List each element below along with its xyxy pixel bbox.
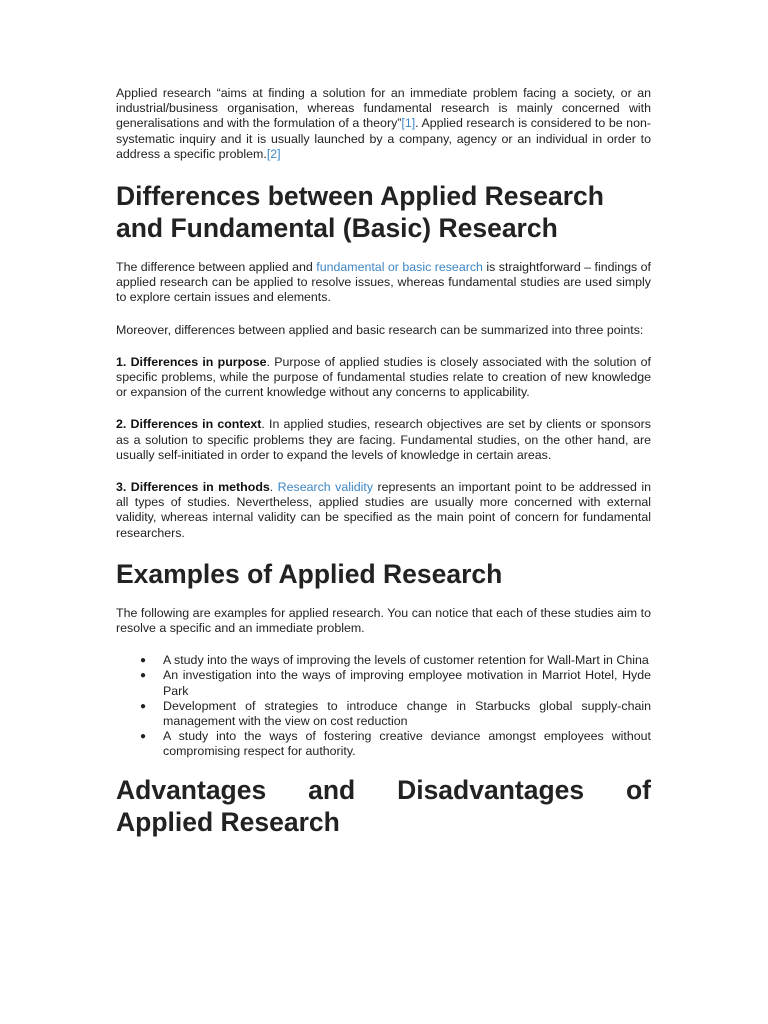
list-item: [116, 699, 651, 729]
differences-p1-before: The difference between applied and: [116, 260, 317, 275]
reference-link-1[interactable]: [1]: [401, 116, 416, 131]
list-item-text: Development of strategies to introduce change in Starbucks global supply-chain management with the view on cost reduction: [163, 698, 651, 729]
point-context-text: . In applied studies, research objectives are set by clients or sponsors as a solution to specific problems they are facing. Fundamental studies, on the other hand, are usually self-initiated in order to expand the levels of knowledge in certain areas.: [116, 417, 651, 462]
point-methods-text: represents an important point to be addressed in all types of studies. Nevertheless, applied studies are usually more concerned with external validity, whereas internal validity can be specified as the main point of concern for fundamental researchers.: [116, 480, 651, 540]
point-purpose-text: . Purpose of applied studies is closely associated with the solution of specific problems, while the purpose of fundamental studies relate to creation of new knowledge or expansion of the current knowledge without any concerns to applicability.: [116, 354, 652, 400]
list-item-text: A study into the ways of improving the levels of customer retention for Wall-Mart in China: [163, 653, 649, 668]
difference-point-purpose: [116, 355, 651, 401]
bullet-icon: ●: [140, 670, 147, 682]
document-page: [116, 86, 651, 838]
intro-text-2: . Applied research is considered to be non-systematic inquiry and it is usually launched by a company, agency or an individual in order to address a specific problem.: [116, 116, 651, 161]
reference-link-2[interactable]: [2]: [266, 146, 281, 161]
list-item-text: A study into the ways of fostering creative deviance amongst employees without compromising respect for authority.: [163, 729, 651, 759]
point-context-label: 2. Differences in context: [116, 417, 262, 432]
examples-heading: Examples of Applied Research: [116, 558, 503, 589]
list-item: [116, 668, 651, 698]
bullet-icon: ●: [140, 655, 147, 667]
examples-intro: The following are examples for applied research. You can notice that each of these studies aim to resolve a specific and an immediate problem.: [116, 605, 651, 636]
differences-p1-after: is straightforward – findings of applied research can be applied to resolve issues, whereas fundamental studies are used simply to explore certain issues and elements.: [116, 260, 651, 305]
difference-point-methods: [116, 480, 651, 541]
advantages-heading-line-2: Applied Research: [116, 806, 340, 837]
differences-paragraph-2: Moreover, differences between applied and basic research can be summarized into three points:: [116, 322, 644, 337]
advantages-heading: [116, 774, 651, 838]
point-methods-label: 3. Differences in methods: [116, 480, 270, 495]
list-item: [116, 653, 651, 668]
list-item-text: An investigation into the ways of improving employee motivation in Marriot Hotel, Hyde Park: [163, 668, 651, 698]
advantages-heading-word: Disadvantages: [397, 774, 585, 805]
advantages-heading-line-1: [116, 774, 651, 806]
advantages-heading-word: and: [308, 774, 356, 805]
point-purpose-label: 1. Differences in purpose: [116, 354, 267, 369]
list-item: [116, 729, 651, 759]
bullet-icon: ●: [140, 700, 147, 712]
advantages-heading-word: of: [625, 774, 651, 805]
examples-list: [116, 653, 651, 759]
fundamental-research-link[interactable]: fundamental or basic research: [316, 260, 483, 275]
research-validity-link[interactable]: Research validity: [277, 480, 374, 495]
difference-point-context: [116, 417, 651, 463]
differences-paragraph-1: [116, 260, 651, 306]
intro-paragraph: [116, 86, 651, 162]
intro-text-1: Applied research “aims at finding a solution for an immediate problem facing a society, or an industrial/business organisation, whereas fundamental research is mainly concerned with generalisations and with the formulation of a theory”: [116, 86, 651, 131]
differences-heading: Differences between Applied Research and Fundamental (Basic) Research: [116, 181, 604, 244]
bullet-icon: ●: [140, 731, 147, 743]
point-methods-sep: .: [269, 480, 278, 495]
advantages-heading-word: Advantages: [116, 774, 267, 805]
